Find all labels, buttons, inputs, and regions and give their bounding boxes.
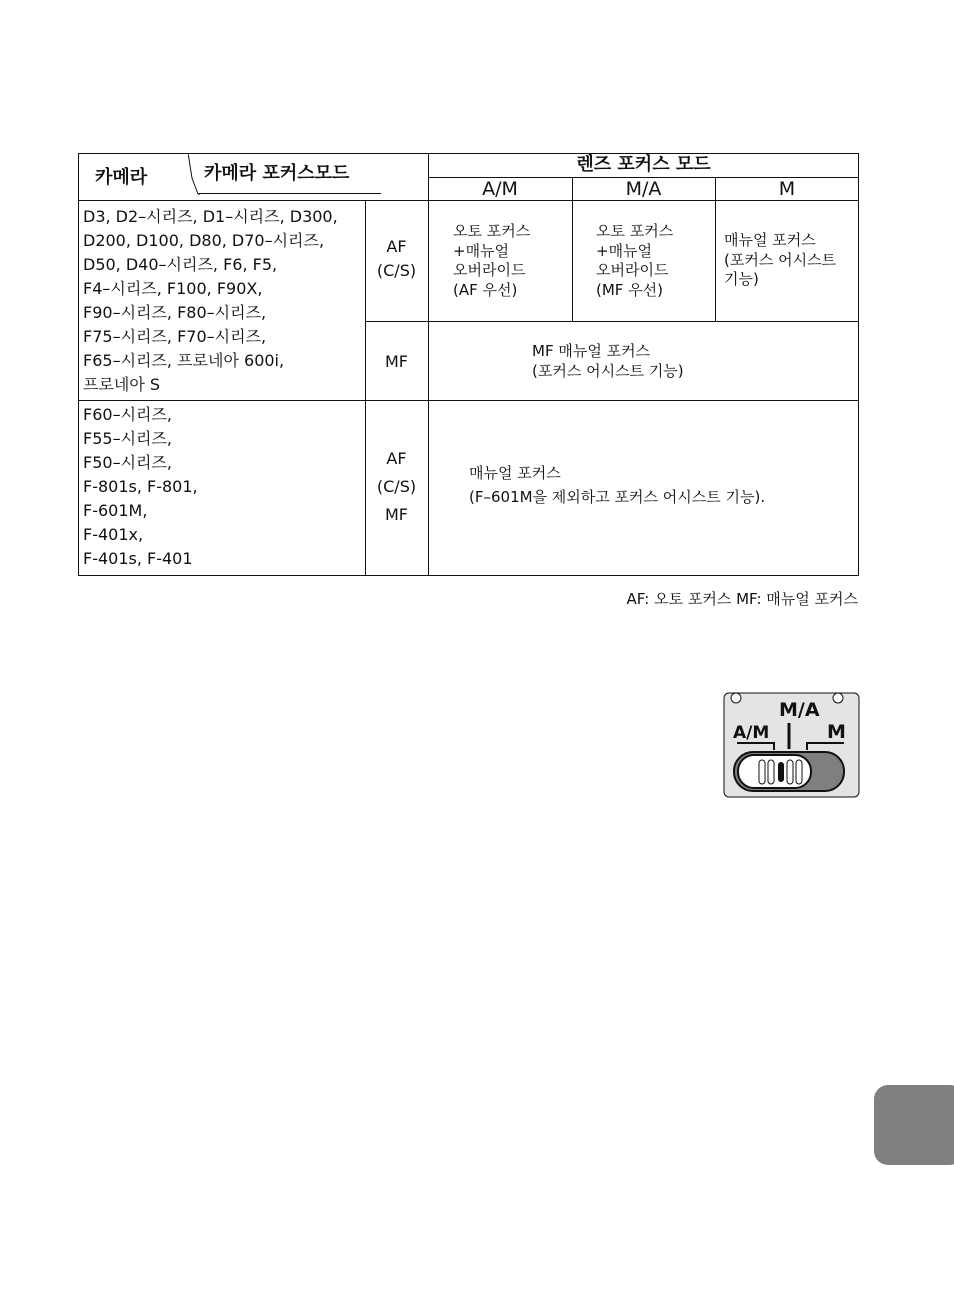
switch-label-am: A/M [733, 723, 770, 743]
group2-camera-list: F60–시리즈, F55–시리즈, F50–시리즈, F-801s, F-801, F-601M, F-401x, F-401s, F-401 [83, 405, 198, 568]
group1-mf-cell: MF 매뉴얼 포커스 (포커스 어시스트 기능) [532, 342, 684, 380]
abbreviation-legend: AF: 오토 포커스 MF: 매뉴얼 포커스 [626, 590, 858, 608]
lens-mode-ma: M/A [625, 178, 662, 200]
table-border-right [858, 153, 859, 576]
lens-focus-mode-header: 렌즈 포커스 모드 [576, 154, 711, 175]
header-diagonal-base [198, 193, 381, 194]
group1-af-mode: AF (C/S) [376, 237, 417, 280]
switch-label-m: M [827, 721, 846, 743]
focus-mode-table [78, 153, 859, 576]
table-border-left [78, 153, 79, 576]
mf-row-divider [365, 321, 859, 322]
group-divider [78, 400, 859, 401]
lens-col-divider [428, 200, 429, 576]
group1-am-cell: 오토 포커스 +매뉴얼 오버라이드 (AF 우선) [453, 222, 531, 299]
lens-mode-am: A/M [482, 178, 518, 200]
table-border-bottom [78, 575, 859, 576]
camera-focus-mode-header: 카메라 포커스모드 [204, 163, 350, 184]
group1-mf-mode: MF [384, 352, 408, 371]
camera-header: 카메라 [95, 167, 148, 188]
page-section-tab [874, 1085, 954, 1165]
group2-modes: AF (C/S) MF [376, 449, 417, 524]
group1-ma-cell: 오토 포커스 +매뉴얼 오버라이드 (MF 우선) [596, 222, 674, 299]
switch-label-ma: M/A [779, 699, 820, 721]
lens-mode-m: M [778, 178, 796, 200]
focus-mode-switch-illustration [723, 692, 860, 798]
group2-manual-cell: 매뉴얼 포커스 (F–601M을 제외하고 포커스 어시스트 기능). [469, 464, 766, 506]
group1-camera-list: D3, D2–시리즈, D1–시리즈, D300, D200, D100, D80, D70–시리즈, D50, D40–시리즈, F6, F5, F4–시리즈, F100, F90X, F90–시리즈, F80–시리즈, F75–시리즈, F70–시리즈, F65–시리즈, 프로네아 600i, 프로네아 S [83, 207, 338, 394]
group1-m-cell: 매뉴얼 포커스 (포커스 어시스트 기능) [724, 231, 837, 288]
